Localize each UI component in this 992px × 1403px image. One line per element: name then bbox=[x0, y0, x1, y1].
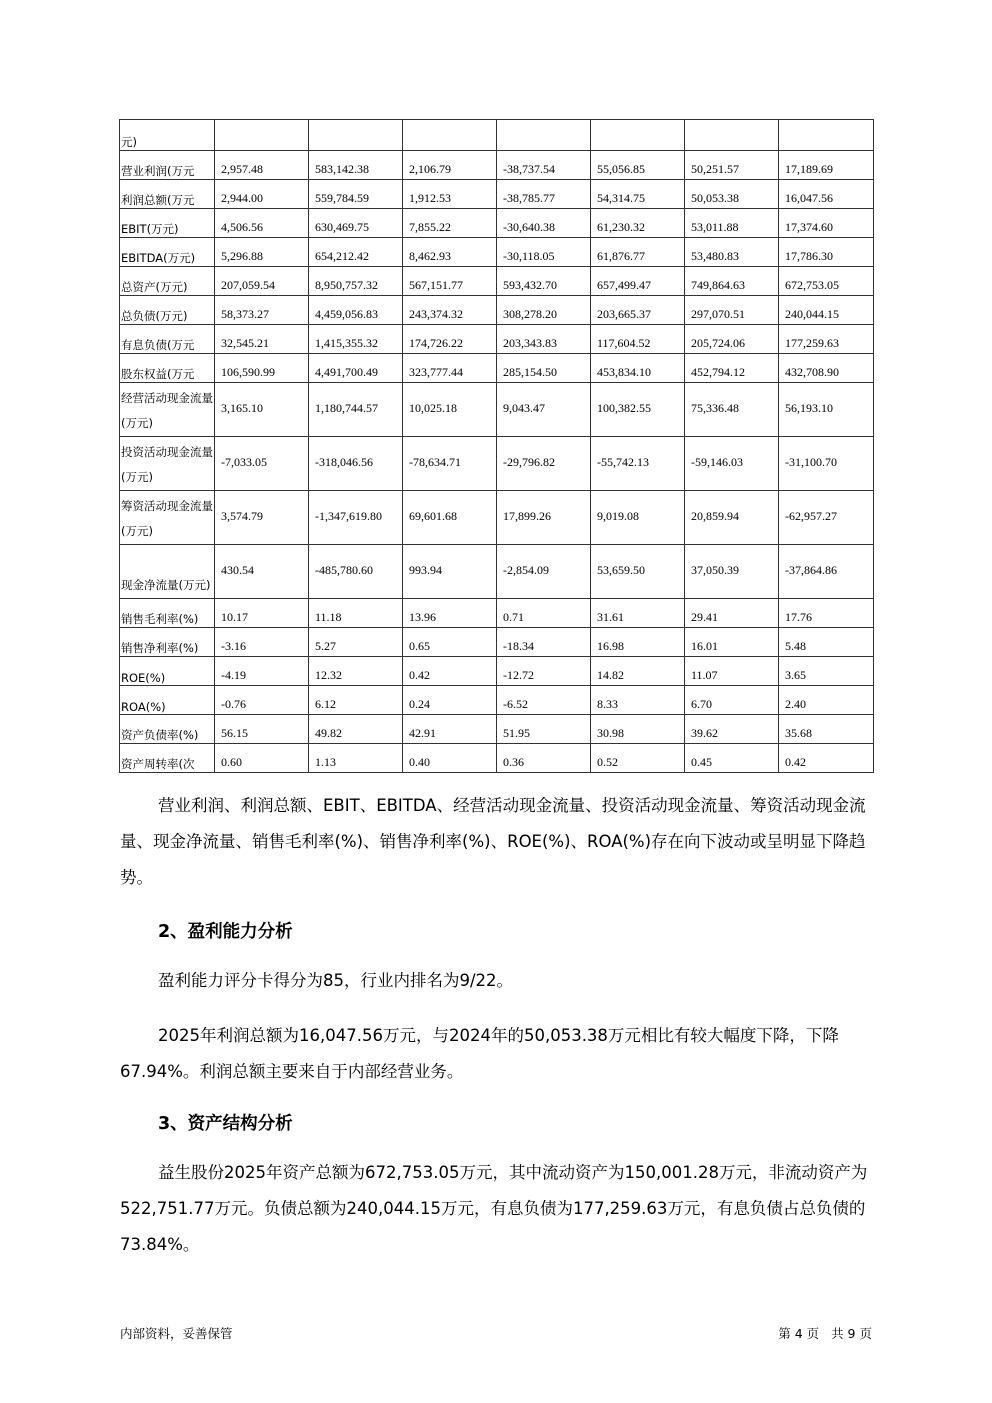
row-label: 总负债(万元) bbox=[120, 296, 215, 325]
table-cell: 54,314.75 bbox=[591, 180, 685, 209]
table-cell: 8,462.93 bbox=[403, 238, 497, 267]
table-cell: 17,786.30 bbox=[779, 238, 874, 267]
table-cell: -12.72 bbox=[497, 657, 591, 686]
table-cell: 240,044.15 bbox=[779, 296, 874, 325]
table-cell: 4,491,700.49 bbox=[309, 354, 403, 383]
table-cell: -2,854.09 bbox=[497, 545, 591, 599]
row-label: 元) bbox=[120, 120, 215, 151]
table-cell: 53,011.88 bbox=[685, 209, 779, 238]
table-cell: 56,193.10 bbox=[779, 383, 874, 437]
table-cell: -38,785.77 bbox=[497, 180, 591, 209]
table-cell: -30,118.05 bbox=[497, 238, 591, 267]
table-cell: 16,047.56 bbox=[779, 180, 874, 209]
table-cell: -62,957.27 bbox=[779, 491, 874, 545]
row-label: EBITDA(万元) bbox=[120, 238, 215, 267]
row-label: 资产负债率(%) bbox=[120, 715, 215, 744]
table-cell: 3,165.10 bbox=[215, 383, 309, 437]
section-heading-asset-structure: 3、资产结构分析 bbox=[158, 1114, 293, 1134]
row-label: 销售净利率(%) bbox=[120, 628, 215, 657]
table-cell: 50,251.57 bbox=[685, 151, 779, 180]
table-cell: 0.45 bbox=[685, 744, 779, 773]
table-row bbox=[120, 628, 874, 657]
table-cell: 593,432.70 bbox=[497, 267, 591, 296]
table-cell: 0.42 bbox=[779, 744, 874, 773]
table-cell: 430.54 bbox=[215, 545, 309, 599]
table-cell: 9,043.47 bbox=[497, 383, 591, 437]
table-cell: 3.65 bbox=[779, 657, 874, 686]
table-cell: 207,059.54 bbox=[215, 267, 309, 296]
row-label: 现金净流量(万元) bbox=[120, 545, 215, 599]
table-cell: 0.65 bbox=[403, 628, 497, 657]
table-cell: 323,777.44 bbox=[403, 354, 497, 383]
table-cell: 16.01 bbox=[685, 628, 779, 657]
table-cell: 672,753.05 bbox=[779, 267, 874, 296]
table-cell: 61,230.32 bbox=[591, 209, 685, 238]
table-cell: 0.42 bbox=[403, 657, 497, 686]
table-cell: 6.70 bbox=[685, 686, 779, 715]
section-heading-profitability: 2、盈利能力分析 bbox=[158, 922, 293, 942]
row-label: 利润总额(万元 bbox=[120, 180, 215, 209]
table-cell: 61,876.77 bbox=[591, 238, 685, 267]
table-cell: 203,665.37 bbox=[591, 296, 685, 325]
profitability-score-paragraph: 盈利能力评分卡得分为85，行业内排名为9/22。 bbox=[158, 971, 514, 990]
row-label: ROE(%) bbox=[120, 657, 215, 686]
table-cell: 55,056.85 bbox=[591, 151, 685, 180]
table-cell: 29.41 bbox=[685, 599, 779, 628]
table-cell: 2,106.79 bbox=[403, 151, 497, 180]
table-row bbox=[120, 325, 874, 354]
table-row bbox=[120, 657, 874, 686]
table-cell: 1,415,355.32 bbox=[309, 325, 403, 354]
table-cell: 14.82 bbox=[591, 657, 685, 686]
table-cell: 17,899.26 bbox=[497, 491, 591, 545]
table-cell: 654,212.42 bbox=[309, 238, 403, 267]
table-cell: 37,050.39 bbox=[685, 545, 779, 599]
row-label: 股东权益(万元 bbox=[120, 354, 215, 383]
table-cell: 452,794.12 bbox=[685, 354, 779, 383]
table-cell: 243,374.32 bbox=[403, 296, 497, 325]
table-row bbox=[120, 599, 874, 628]
table-cell: 993.94 bbox=[403, 545, 497, 599]
table-row bbox=[120, 120, 874, 151]
table-row bbox=[120, 209, 874, 238]
table-cell: 17,374.60 bbox=[779, 209, 874, 238]
table-cell: 31.61 bbox=[591, 599, 685, 628]
row-label: ROA(%) bbox=[120, 686, 215, 715]
table-cell: 1.13 bbox=[309, 744, 403, 773]
table-cell: 100,382.55 bbox=[591, 383, 685, 437]
table-cell: 432,708.90 bbox=[779, 354, 874, 383]
table-cell: 30.98 bbox=[591, 715, 685, 744]
table-cell: 583,142.38 bbox=[309, 151, 403, 180]
table-cell bbox=[685, 120, 779, 151]
table-cell: 0.71 bbox=[497, 599, 591, 628]
table-cell: 10,025.18 bbox=[403, 383, 497, 437]
table-cell: 8,950,757.32 bbox=[309, 267, 403, 296]
table-row bbox=[120, 744, 874, 773]
table-cell: 308,278.20 bbox=[497, 296, 591, 325]
table-cell: 174,726.22 bbox=[403, 325, 497, 354]
table-cell: 53,480.83 bbox=[685, 238, 779, 267]
table-cell: 2,957.48 bbox=[215, 151, 309, 180]
table-cell bbox=[779, 120, 874, 151]
table-cell: -18.34 bbox=[497, 628, 591, 657]
table-row bbox=[120, 354, 874, 383]
table-cell bbox=[403, 120, 497, 151]
table-cell: -318,046.56 bbox=[309, 437, 403, 491]
table-cell: 559,784.59 bbox=[309, 180, 403, 209]
asset-structure-paragraph: 益生股份2025年资产总额为672,753.05万元，其中流动资产为150,001.28万元，非流动资产为522,751.77万元。负债总额为240,044.15万元，有息负债为177,259.63万元，有息负债占总负债的73.84%。 bbox=[120, 1163, 868, 1254]
row-label: 筹资活动现金流量(万元) bbox=[120, 491, 215, 545]
table-cell: 630,469.75 bbox=[309, 209, 403, 238]
table-cell: 12.32 bbox=[309, 657, 403, 686]
table-cell: 117,604.52 bbox=[591, 325, 685, 354]
table-cell: -7,033.05 bbox=[215, 437, 309, 491]
table-cell: 0.40 bbox=[403, 744, 497, 773]
table-cell: 657,499.47 bbox=[591, 267, 685, 296]
table-cell: 35.68 bbox=[779, 715, 874, 744]
row-label: 投资活动现金流量(万元) bbox=[120, 437, 215, 491]
table-cell: 75,336.48 bbox=[685, 383, 779, 437]
table-cell: 53,659.50 bbox=[591, 545, 685, 599]
table-row bbox=[120, 238, 874, 267]
table-cell: -1,347,619.80 bbox=[309, 491, 403, 545]
table-cell: 5,296.88 bbox=[215, 238, 309, 267]
table-cell: -3.16 bbox=[215, 628, 309, 657]
table-cell: 51.95 bbox=[497, 715, 591, 744]
table-cell: 11.07 bbox=[685, 657, 779, 686]
table-row bbox=[120, 296, 874, 325]
table-cell: 42.91 bbox=[403, 715, 497, 744]
table-cell: -55,742.13 bbox=[591, 437, 685, 491]
table-cell: 32,545.21 bbox=[215, 325, 309, 354]
table-cell: 3,574.79 bbox=[215, 491, 309, 545]
table-cell: -37,864.86 bbox=[779, 545, 874, 599]
table-cell: 56.15 bbox=[215, 715, 309, 744]
table-cell: 1,180,744.57 bbox=[309, 383, 403, 437]
table-cell: 203,343.83 bbox=[497, 325, 591, 354]
row-label: 总资产(万元) bbox=[120, 267, 215, 296]
table-cell: 177,259.63 bbox=[779, 325, 874, 354]
table-cell bbox=[215, 120, 309, 151]
table-cell: 20,859.94 bbox=[685, 491, 779, 545]
table-row bbox=[120, 151, 874, 180]
table-cell: 17.76 bbox=[779, 599, 874, 628]
table-row bbox=[120, 180, 874, 209]
table-cell: 16.98 bbox=[591, 628, 685, 657]
row-label: EBIT(万元) bbox=[120, 209, 215, 238]
table-body bbox=[120, 120, 874, 773]
table-cell: 0.36 bbox=[497, 744, 591, 773]
table-cell: 453,834.10 bbox=[591, 354, 685, 383]
table-cell: 297,070.51 bbox=[685, 296, 779, 325]
table-cell: 8.33 bbox=[591, 686, 685, 715]
profit-total-paragraph: 2025年利润总额为16,047.56万元，与2024年的50,053.38万元相比有较大幅度下降，下降67.94%。利润总额主要来自于内部经营业务。 bbox=[120, 1026, 839, 1081]
table-cell: 13.96 bbox=[403, 599, 497, 628]
table-cell: 39.62 bbox=[685, 715, 779, 744]
table-row bbox=[120, 437, 874, 491]
table-cell: 5.27 bbox=[309, 628, 403, 657]
table-cell bbox=[497, 120, 591, 151]
table-cell: 2,944.00 bbox=[215, 180, 309, 209]
table-cell: -78,634.71 bbox=[403, 437, 497, 491]
table-cell: 567,151.77 bbox=[403, 267, 497, 296]
table-row bbox=[120, 267, 874, 296]
row-label: 经营活动现金流量(万元) bbox=[120, 383, 215, 437]
footer-page-number: 第 4 页 共 9 页 bbox=[778, 1326, 872, 1341]
table-cell: 106,590.99 bbox=[215, 354, 309, 383]
financial-indicators-table bbox=[119, 119, 874, 773]
table-row bbox=[120, 715, 874, 744]
table-cell: 1,912.53 bbox=[403, 180, 497, 209]
table-row bbox=[120, 686, 874, 715]
table-cell: -0.76 bbox=[215, 686, 309, 715]
table-cell: 285,154.50 bbox=[497, 354, 591, 383]
table-cell: 2.40 bbox=[779, 686, 874, 715]
table-cell: 0.24 bbox=[403, 686, 497, 715]
table-cell: 4,506.56 bbox=[215, 209, 309, 238]
table-cell bbox=[309, 120, 403, 151]
table-cell: 0.60 bbox=[215, 744, 309, 773]
table-row bbox=[120, 383, 874, 437]
table-row bbox=[120, 491, 874, 545]
table-cell: 49.82 bbox=[309, 715, 403, 744]
table-cell: -30,640.38 bbox=[497, 209, 591, 238]
table-cell: -31,100.70 bbox=[779, 437, 874, 491]
table-cell: 205,724.06 bbox=[685, 325, 779, 354]
table-cell bbox=[591, 120, 685, 151]
table-cell: -6.52 bbox=[497, 686, 591, 715]
table-cell: 749,864.63 bbox=[685, 267, 779, 296]
table-cell: 17,189.69 bbox=[779, 151, 874, 180]
table-cell: 5.48 bbox=[779, 628, 874, 657]
table-cell: 7,855.22 bbox=[403, 209, 497, 238]
table-cell: 58,373.27 bbox=[215, 296, 309, 325]
row-label: 有息负债(万元 bbox=[120, 325, 215, 354]
trend-summary-paragraph: 营业利润、利润总额、EBIT、EBITDA、经营活动现金流量、投资活动现金流量、筹资活动现金流量、现金净流量、销售毛利率(%)、销售净利率(%)、ROE(%)、ROA(%)存在向下波动或呈明显下降趋势。 bbox=[120, 796, 866, 887]
table-cell: -485,780.60 bbox=[309, 545, 403, 599]
table-cell: -38,737.54 bbox=[497, 151, 591, 180]
row-label: 资产周转率(次 bbox=[120, 744, 215, 773]
table-cell: 50,053.38 bbox=[685, 180, 779, 209]
row-label: 营业利润(万元 bbox=[120, 151, 215, 180]
row-label: 销售毛利率(%) bbox=[120, 599, 215, 628]
table-cell: 9,019.08 bbox=[591, 491, 685, 545]
table-row bbox=[120, 545, 874, 599]
table-cell: -29,796.82 bbox=[497, 437, 591, 491]
table-cell: -59,146.03 bbox=[685, 437, 779, 491]
table-cell: 11.18 bbox=[309, 599, 403, 628]
footer-confidential-note: 内部资料，妥善保管 bbox=[120, 1326, 233, 1341]
table-cell: 6.12 bbox=[309, 686, 403, 715]
table-cell: 10.17 bbox=[215, 599, 309, 628]
table-cell: 4,459,056.83 bbox=[309, 296, 403, 325]
table-cell: -4.19 bbox=[215, 657, 309, 686]
table-cell: 69,601.68 bbox=[403, 491, 497, 545]
table-cell: 0.52 bbox=[591, 744, 685, 773]
